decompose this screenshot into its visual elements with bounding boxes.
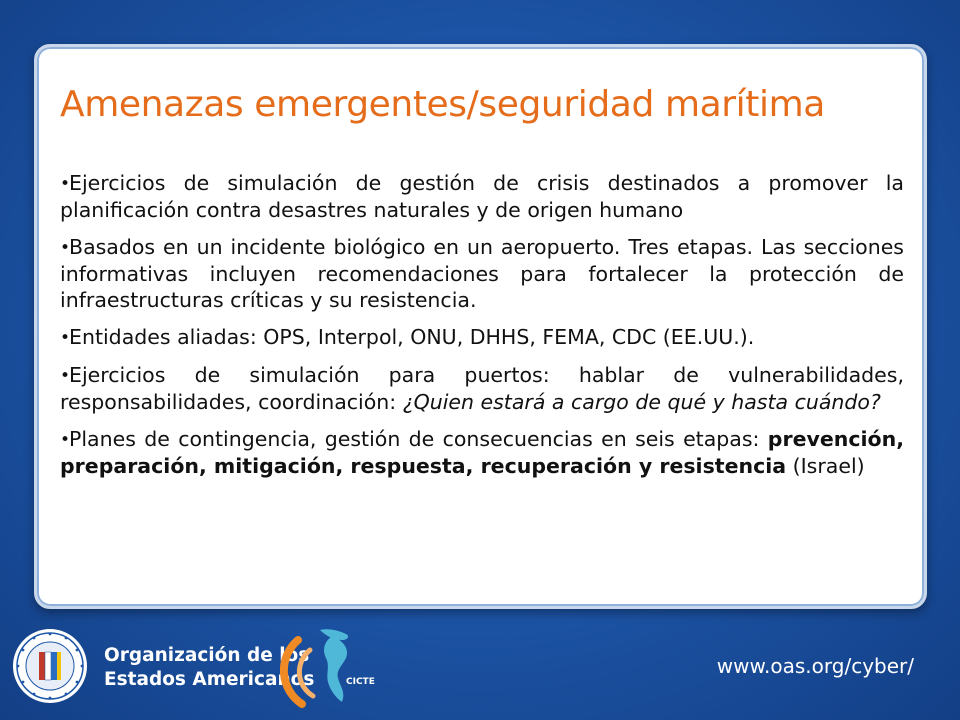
organization-name-line1: Organización de los (104, 645, 310, 666)
bullet-item (60, 324, 904, 351)
bullet-italic-text: ¿Quien estará a cargo de qué y hasta cuándo? (402, 390, 881, 414)
bullet-bold-text: prevención, preparación, mitigación, respuesta, recuperación y resistencia (60, 427, 904, 478)
bullet-text: Planes de contingencia, gestión de consecuencias en seis etapas: (69, 427, 768, 451)
cicte-logo-icon (280, 626, 392, 712)
slide-title: Amenazas emergentes/seguridad marítima (60, 84, 825, 125)
bullet-mark: • (60, 174, 71, 194)
bullet-item (60, 234, 904, 313)
bullet-text: Ejercicios de simulación para puertos: hablar de vulnerabilidades, responsabilidades, coordinación: (60, 363, 904, 414)
bullet-list (60, 170, 904, 490)
bullet-text: Ejercicios de simulación de gestión de crisis destinados a promover la planificación contra desastres naturales y de origen humano (60, 171, 904, 222)
organization-name-line2: Estados Americanos (104, 669, 315, 690)
bullet-mark: • (60, 430, 71, 450)
bullet-mark: • (60, 238, 71, 258)
bullet-item (60, 170, 904, 223)
site-url-link[interactable]: www.oas.org/cyber/ (716, 654, 914, 678)
bullet-item (60, 362, 904, 415)
cicte-label: CICTE (346, 677, 375, 687)
bullet-text: Entidades aliadas: OPS, Interpol, ONU, DHHS, FEMA, CDC (EE.UU.). (69, 325, 755, 349)
oas-seal-icon (10, 626, 90, 706)
bullet-text: Basados en un incidente biológico en un aeropuerto. Tres etapas. Las secciones informativas incluyen recomendaciones para fortalecer la protección de infraestructuras críticas y su resistencia. (60, 235, 904, 312)
bullet-mark: • (60, 366, 71, 386)
bullet-suffix-text: (Israel) (786, 454, 865, 478)
bullet-item (60, 426, 904, 479)
bullet-mark: • (60, 328, 71, 348)
